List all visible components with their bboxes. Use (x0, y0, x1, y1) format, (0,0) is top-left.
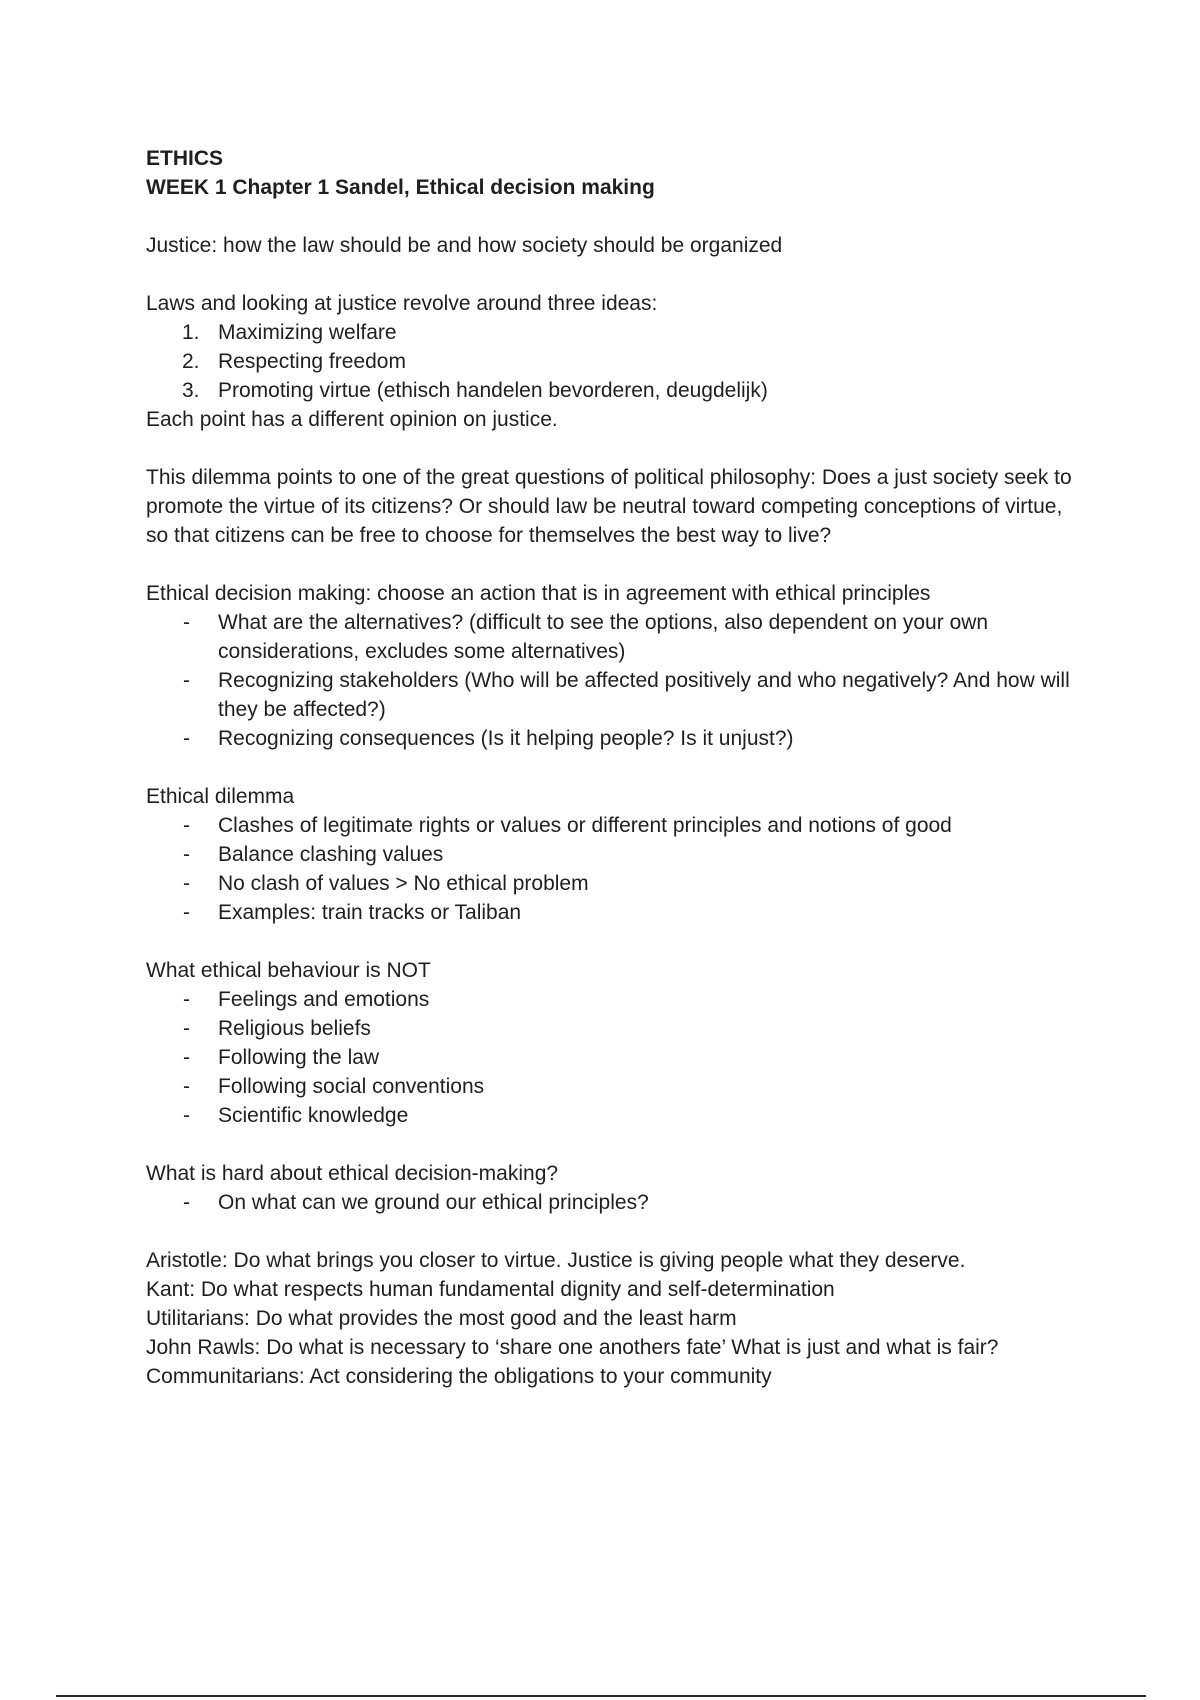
dash-bullet: - (183, 1191, 190, 1214)
philosopher-rawls: John Rawls: Do what is necessary to ‘share one anothers fate’ What is just and what is fair? (146, 1336, 999, 1359)
ethical-dilemma-heading: Ethical dilemma (146, 785, 295, 808)
list-item-text: Scientific knowledge (218, 1104, 409, 1127)
list-item (146, 347, 1086, 376)
list-number: 3. (182, 379, 200, 402)
dash-bullet: - (183, 727, 190, 750)
list-item-text: No clash of values > No ethical problem (218, 872, 589, 895)
list-item-text: Promoting virtue (ethisch handelen bevorderen, deugdelijk) (218, 379, 768, 402)
list-item (146, 811, 1086, 840)
dash-bullet: - (183, 901, 190, 924)
hard-list (146, 1188, 1086, 1217)
list-item (146, 724, 1086, 753)
not-ethical-heading: What ethical behaviour is NOT (146, 959, 431, 982)
list-item (146, 985, 1086, 1014)
list-number: 1. (182, 321, 200, 344)
dash-bullet: - (183, 988, 190, 1011)
list-item (146, 1072, 1086, 1101)
three-ideas-intro: Laws and looking at justice revolve around three ideas: (146, 292, 658, 315)
document-subtitle: WEEK 1 Chapter 1 Sandel, Ethical decision making (146, 176, 655, 199)
ethical-dilemma-list (146, 811, 1086, 927)
dash-bullet: - (183, 611, 190, 634)
list-item-text: What are the alternatives? (difficult to see the options, also dependent on your own considerations, excludes some alternatives) (218, 611, 989, 663)
decision-making-intro: Ethical decision making: choose an action that is in agreement with ethical principles (146, 582, 931, 605)
philosopher-kant: Kant: Do what respects human fundamental dignity and self-determination (146, 1278, 835, 1301)
list-item (146, 869, 1086, 898)
dash-bullet: - (183, 1046, 190, 1069)
list-item (146, 608, 1086, 666)
list-item (146, 1014, 1086, 1043)
list-item-text: Maximizing welfare (218, 321, 397, 344)
list-item-text: Religious beliefs (218, 1017, 371, 1040)
list-item-text: Balance clashing values (218, 843, 444, 866)
three-ideas-outro: Each point has a different opinion on justice. (146, 408, 558, 431)
list-item-text: Recognizing stakeholders (Who will be affected positively and who negatively? And how will they be affected?) (218, 669, 1070, 721)
dash-bullet: - (183, 814, 190, 837)
philosopher-aristotle: Aristotle: Do what brings you closer to virtue. Justice is giving people what they deserve. (146, 1249, 966, 1272)
list-item-text: Respecting freedom (218, 350, 406, 373)
list-item-text: Following social conventions (218, 1075, 485, 1098)
decision-making-list (146, 608, 1086, 753)
list-item (146, 898, 1086, 927)
document-title: ETHICS (146, 147, 224, 170)
hard-heading: What is hard about ethical decision-making? (146, 1162, 559, 1185)
list-item-text: On what can we ground our ethical principles? (218, 1191, 649, 1214)
three-ideas-list (146, 318, 1086, 405)
dash-bullet: - (183, 1017, 190, 1040)
justice-definition: Justice: how the law should be and how society should be organized (146, 234, 783, 257)
list-item-text: Recognizing consequences (Is it helping people? Is it unjust?) (218, 727, 794, 750)
list-number: 2. (182, 350, 200, 373)
dash-bullet: - (183, 872, 190, 895)
dash-bullet: - (183, 1075, 190, 1098)
list-item (146, 840, 1086, 869)
list-item-text: Examples: train tracks or Taliban (218, 901, 522, 924)
not-ethical-list (146, 985, 1086, 1130)
list-item-text: Following the law (218, 1046, 380, 1069)
list-item (146, 1101, 1086, 1130)
dash-bullet: - (183, 1104, 190, 1127)
footer-divider (56, 1695, 1146, 1697)
list-item-text: Feelings and emotions (218, 988, 430, 1011)
list-item (146, 1188, 1086, 1217)
list-item (146, 1043, 1086, 1072)
philosopher-utilitarians: Utilitarians: Do what provides the most good and the least harm (146, 1307, 737, 1330)
list-item (146, 318, 1086, 347)
dash-bullet: - (183, 843, 190, 866)
document-page (146, 144, 1086, 1391)
list-item (146, 376, 1086, 405)
dilemma-paragraph: This dilemma points to one of the great questions of political philosophy: Does a just society seek to promote the virtue of its citizens? Or should law be neutral toward competing conceptions of virtue, so that citizens can be free to choose for themselves the best way to live? (146, 466, 1072, 547)
philosopher-communitarians: Communitarians: Act considering the obligations to your community (146, 1365, 772, 1388)
dash-bullet: - (183, 669, 190, 692)
list-item-text: Clashes of legitimate rights or values or different principles and notions of good (218, 814, 952, 837)
list-item (146, 666, 1086, 724)
